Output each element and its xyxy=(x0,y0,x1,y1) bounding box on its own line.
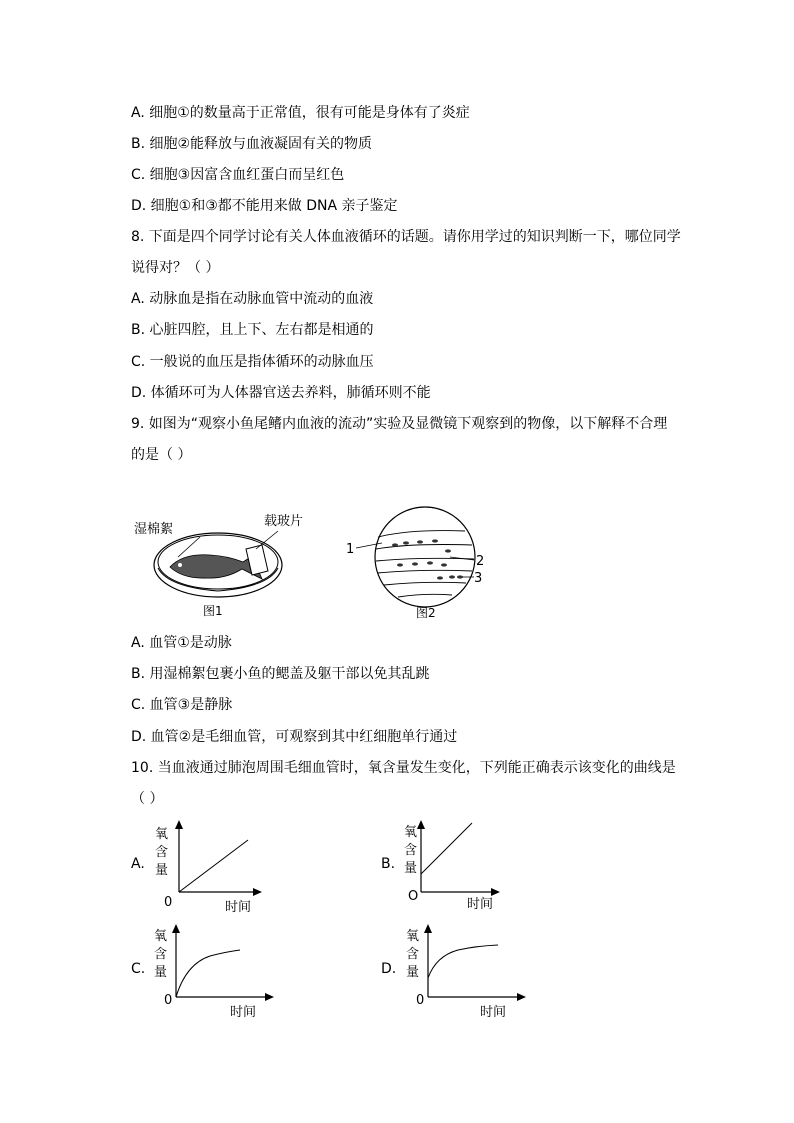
q9-option-b: B. 用湿棉絮包裹小鱼的鳃盖及躯干部以免其乱跳 xyxy=(131,666,430,682)
field-of-view-circle xyxy=(375,507,475,607)
graph-b-ylabel-1: 氧 xyxy=(404,825,418,840)
graph-a-xlabel: 时间 xyxy=(225,900,252,915)
graph-a-letter: A. xyxy=(131,856,145,872)
q10-stem-line2: （ ） xyxy=(131,791,164,807)
q7-option-b: B. 细胞②能释放与血液凝固有关的物质 xyxy=(131,136,373,152)
graph-d-ylabel-1: 氧 xyxy=(406,929,420,944)
q10-stem-line1: 10. 当血液通过肺泡周围毛细血管时，氧含量发生变化，下列能正确表示该变化的曲线是 xyxy=(131,760,676,776)
graph-b-origin: O xyxy=(408,889,419,904)
graph-c-ylabel-3: 量 xyxy=(154,965,168,980)
q8-option-d: D. 体循环可为人体器官送去养料，肺循环则不能 xyxy=(131,385,431,401)
graph-c-ylabel-1: 氧 xyxy=(154,929,168,944)
graph-b-letter: B. xyxy=(381,856,396,872)
graph-a-ylabel-2: 含 xyxy=(155,845,169,860)
q8-stem-line1: 8. 下面是四个同学讨论有关人体血液循环的话题。请你用学过的知识判断一下，哪位同学 xyxy=(131,229,681,245)
graph-d-xlabel: 时间 xyxy=(480,1005,507,1020)
fish-petri-dish-figure xyxy=(128,505,304,623)
graph-c xyxy=(150,920,280,1022)
graph-c-ylabel-2: 含 xyxy=(154,947,168,962)
graph-d-letter: D. xyxy=(381,961,397,977)
graph-b-ylabel-2: 含 xyxy=(404,843,418,858)
graph-a xyxy=(150,818,270,916)
graph-a-origin: 0 xyxy=(164,895,173,910)
graph-b-curve xyxy=(421,823,472,874)
vessel-marker-1: 1 xyxy=(346,542,355,557)
q9-option-a: A. 血管①是动脉 xyxy=(131,635,232,651)
graph-b xyxy=(400,818,510,916)
vessel-marker-2: 2 xyxy=(476,554,485,569)
graph-b-xlabel: 时间 xyxy=(467,897,494,912)
q8-stem-line2: 说得对？（ ） xyxy=(131,260,220,276)
graph-d-curve xyxy=(428,945,498,978)
graph-c-origin: 0 xyxy=(164,993,173,1008)
figure2-caption: 图2 xyxy=(416,606,436,620)
label-wet-cotton: 湿棉絮 xyxy=(134,522,174,537)
label-slide: 载玻片 xyxy=(264,514,304,529)
microscope-view-figure xyxy=(340,505,490,623)
figure1-caption: 图1 xyxy=(203,604,223,618)
graph-c-letter: C. xyxy=(131,961,146,977)
q7-option-d: D. 细胞①和③都不能用来做 DNA 亲子鉴定 xyxy=(131,198,398,214)
q7-option-a: A. 细胞①的数量高于正常值，很有可能是身体有了炎症 xyxy=(131,105,470,121)
graph-d-ylabel-2: 含 xyxy=(406,947,420,962)
graph-b-ylabel-3: 量 xyxy=(404,861,418,876)
vessel-marker-3: 3 xyxy=(474,571,483,586)
graph-d-ylabel-3: 量 xyxy=(406,965,420,980)
q9-option-d: D. 血管②是毛细血管，可观察到其中红细胞单行通过 xyxy=(131,729,458,745)
graph-a-ylabel-3: 量 xyxy=(155,863,169,878)
q8-option-a: A. 动脉血是指在动脉血管中流动的血液 xyxy=(131,291,374,307)
q7-option-c: C. 细胞③因富含血红蛋白而呈红色 xyxy=(131,167,345,183)
q8-option-c: C. 一般说的血压是指体循环的动脉血压 xyxy=(131,354,374,370)
graph-d xyxy=(400,920,532,1022)
graph-c-curve xyxy=(176,950,240,997)
q8-option-b: B. 心脏四腔，且上下、左右都是相通的 xyxy=(131,322,374,338)
q9-option-c: C. 血管③是静脉 xyxy=(131,697,233,713)
q9-stem-line2: 的是（ ） xyxy=(131,447,192,463)
graph-a-curve xyxy=(179,840,248,892)
graph-c-xlabel: 时间 xyxy=(230,1005,257,1020)
graph-d-origin: 0 xyxy=(416,993,425,1008)
q9-stem-line1: 9. 如图为“观察小鱼尾鳍内血液的流动”实验及显微镜下观察到的物像，以下解释不合理 xyxy=(131,416,668,432)
graph-a-ylabel-1: 氧 xyxy=(155,827,169,842)
